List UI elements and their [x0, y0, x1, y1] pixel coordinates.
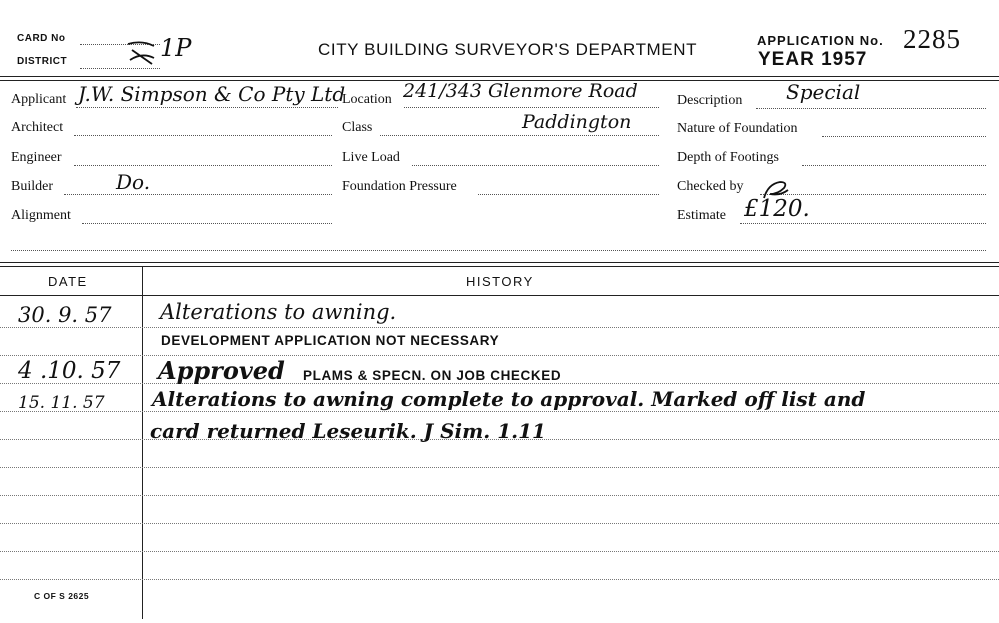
- applicant-line: [76, 107, 338, 108]
- history-text-3: Alterations to awning complete to approval. Marked off list and: [152, 387, 866, 411]
- application-number: 2285: [903, 24, 961, 54]
- ruled-line: [0, 355, 999, 356]
- date-column-header: DATE: [48, 274, 88, 289]
- form-code: C OF S 2625: [34, 591, 90, 601]
- ruled-line: [0, 523, 999, 524]
- ruled-line: [0, 467, 999, 468]
- ruled-line: [0, 579, 999, 580]
- ruled-line: [0, 383, 999, 384]
- card-no-label: CARD No: [17, 33, 66, 44]
- nature-of-foundation-line: [822, 136, 986, 137]
- description-value: Special: [786, 80, 861, 104]
- builder-line: [64, 194, 332, 195]
- year-label: YEAR 1957: [758, 49, 868, 70]
- ruled-line: [0, 551, 999, 552]
- district-strikeout-mark: [126, 38, 158, 68]
- department-title: CITY BUILDING SURVEYOR'S DEPARTMENT: [318, 40, 698, 59]
- date-history-divider: [142, 267, 143, 619]
- history-rule-bottom: [0, 266, 999, 267]
- architect-line: [74, 135, 332, 136]
- history-date-1: 30. 9. 57: [18, 303, 112, 327]
- nature-of-foundation-label: Nature of Foundation: [677, 121, 798, 136]
- location-value-2: Paddington: [522, 111, 632, 133]
- class-line: [380, 135, 659, 136]
- history-text-4: card returned Leseurik. J Sim. 1.11: [150, 419, 546, 443]
- ruled-line: [0, 327, 999, 328]
- architect-label: Architect: [11, 120, 64, 135]
- district-line: [80, 68, 160, 69]
- history-text-2: Approved: [158, 356, 285, 385]
- location-label: Location: [342, 92, 392, 107]
- application-label: APPLICATION No.: [757, 33, 884, 48]
- history-column-header: HISTORY: [466, 274, 534, 289]
- depth-of-footings-label: Depth of Footings: [677, 150, 779, 165]
- applicant-label: Applicant: [11, 92, 67, 107]
- checked-by-label: Checked by: [677, 179, 744, 194]
- header-rule-top: [0, 76, 999, 77]
- checked-by-line: [760, 194, 986, 195]
- history-stamp-development: DEVELOPMENT APPLICATION NOT NECESSARY: [161, 333, 500, 348]
- live-load-line: [412, 165, 659, 166]
- history-rule-top: [0, 262, 999, 263]
- ruled-line: [0, 411, 999, 412]
- live-load-label: Live Load: [342, 150, 400, 165]
- location-line: [404, 107, 659, 108]
- description-label: Description: [677, 93, 743, 108]
- district-value: 1P: [160, 34, 192, 62]
- applicant-value: J.W. Simpson & Co Pty Ltd: [78, 82, 346, 106]
- history-text-1: Alterations to awning.: [160, 300, 397, 324]
- history-date-2: 4 .10. 57: [18, 358, 121, 384]
- history-stamp-plans: PLAMS & SPECN. ON JOB CHECKED: [303, 368, 562, 383]
- foundation-pressure-line: [478, 194, 659, 195]
- alignment-line: [82, 223, 332, 224]
- description-line: [756, 108, 986, 109]
- engineer-label: Engineer: [11, 150, 62, 165]
- location-value: 241/343 Glenmore Road: [403, 80, 638, 102]
- engineer-line: [74, 165, 332, 166]
- history-date-3: 15. 11. 57: [18, 393, 105, 413]
- foundation-pressure-label: Foundation Pressure: [342, 179, 457, 194]
- estimate-value: £120.: [744, 196, 810, 222]
- district-label: DISTRICT: [17, 56, 68, 67]
- ruled-line: [0, 495, 999, 496]
- alignment-label: Alignment: [11, 208, 71, 223]
- estimate-line: [740, 223, 986, 224]
- estimate-label: Estimate: [677, 208, 726, 223]
- column-header-rule: [0, 295, 999, 296]
- extra-field-line: [11, 250, 986, 251]
- builder-value: Do.: [116, 170, 151, 194]
- class-label: Class: [342, 120, 373, 135]
- depth-of-footings-line: [802, 165, 986, 166]
- builder-label: Builder: [11, 179, 53, 194]
